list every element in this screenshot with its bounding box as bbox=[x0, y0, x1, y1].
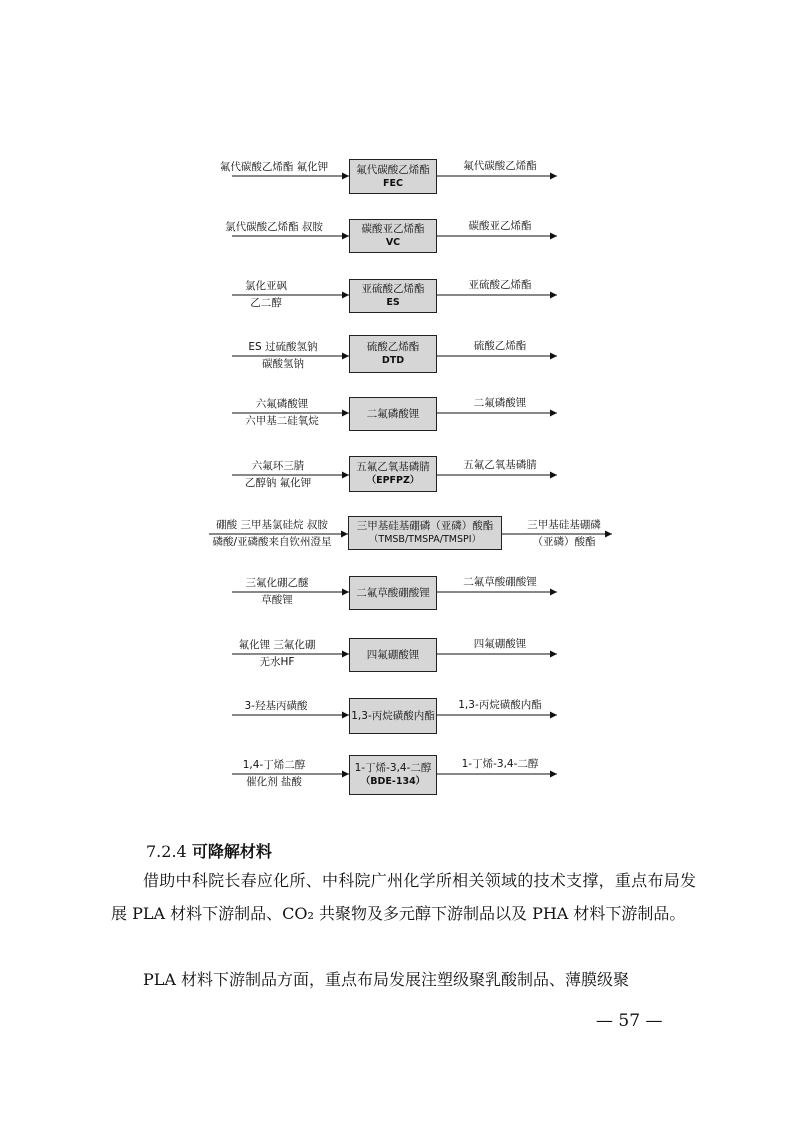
input-label-bottom: 乙二醇 bbox=[250, 297, 282, 309]
box-product-abbr: （TMSB/TMSPA/TMSPI） bbox=[368, 534, 482, 545]
box-product-name: 亚硫酸乙烯酯 bbox=[361, 283, 425, 295]
output-label: 氟代碳酸乙烯酯 bbox=[463, 160, 537, 172]
input-label-top: ES 过硫酸氢钠 bbox=[248, 341, 318, 353]
box-product-abbr: VC bbox=[385, 237, 401, 248]
input-label-top: 氟代碳酸乙烯酯 氟化钾 bbox=[219, 161, 329, 173]
input-label-top: 硼酸 三甲基氯硅烷 叔胺 bbox=[216, 519, 328, 531]
output-label-bottom: （亚磷）酸酯 bbox=[532, 536, 596, 548]
input-label-top: 氟化锂 三氟化硼 bbox=[238, 639, 316, 651]
input-label-bottom: 乙醇钠 氟化钾 bbox=[244, 477, 312, 489]
process-box bbox=[348, 516, 502, 550]
box-product-name: 二氟磷酸锂 bbox=[366, 407, 420, 420]
input-label-top: 三氟化硼乙醚 bbox=[245, 577, 309, 589]
box-product-name: 五氟乙氧基磷腈 bbox=[356, 461, 430, 473]
output-label: 二氟磷酸锂 bbox=[473, 397, 527, 409]
process-box bbox=[349, 219, 437, 253]
process-box bbox=[349, 576, 437, 610]
process-box bbox=[349, 456, 437, 492]
box-product-abbr: DTD bbox=[381, 355, 405, 366]
box-product-name: 四氟硼酸锂 bbox=[366, 648, 420, 661]
box-product-abbr: （BDE-134） bbox=[360, 776, 426, 787]
input-label-top: 3-羟基丙磺酸 bbox=[244, 700, 308, 712]
box-product-name: 1,3-丙烷磺酸内酯 bbox=[351, 709, 435, 722]
process-box bbox=[349, 698, 437, 734]
page-number: — 57 — bbox=[596, 1011, 663, 1031]
input-label-bottom: 磷酸/亚磷酸来自钦州澄星 bbox=[212, 536, 332, 548]
box-product-abbr: FEC bbox=[383, 177, 403, 189]
section-heading bbox=[146, 842, 272, 862]
input-label-top: 1,4-丁烯二醇 bbox=[242, 759, 306, 771]
section-number: 7.2.4 bbox=[146, 842, 187, 861]
input-label-top: 六氟磷酸锂 bbox=[255, 398, 309, 410]
input-label-top: 氯代碳酸乙烯酯 叔胺 bbox=[225, 221, 323, 233]
input-label-top: 氯化亚砜 bbox=[245, 280, 287, 292]
box-product-name: 氟代碳酸乙烯酯 bbox=[356, 163, 430, 176]
output-label: 五氟乙氧基磷腈 bbox=[463, 459, 537, 471]
box-product-name: 二氟草酸硼酸锂 bbox=[356, 586, 430, 599]
input-label-bottom: 碳酸氢钠 bbox=[262, 358, 304, 370]
section-title: 可降解材料 bbox=[191, 842, 272, 861]
output-label-top: 三甲基硅基硼磷 bbox=[527, 519, 601, 531]
output-label: 亚硫酸乙烯酯 bbox=[468, 279, 532, 291]
process-box bbox=[349, 159, 437, 194]
process-box bbox=[349, 638, 437, 672]
output-label: 硫酸乙烯酯 bbox=[473, 340, 527, 352]
input-label-top: 六氟环三腈 bbox=[251, 460, 305, 472]
input-label-bottom: 催化剂 盐酸 bbox=[246, 776, 302, 788]
output-label: 四氟硼酸锂 bbox=[473, 638, 527, 650]
output-label: 1-丁烯-3,4-二醇 bbox=[461, 758, 539, 770]
box-product-name: 硫酸乙烯酯 bbox=[366, 341, 420, 353]
output-label: 二氟草酸硼酸锂 bbox=[463, 576, 537, 588]
input-label-bottom: 草酸锂 bbox=[261, 594, 293, 606]
process-box bbox=[349, 755, 437, 795]
output-label: 1,3-丙烷磺酸内酯 bbox=[458, 699, 542, 711]
box-product-name: 三甲基硅基硼磷（亚磷）酸酯 bbox=[356, 520, 494, 532]
box-product-name: 碳酸亚乙烯酯 bbox=[361, 223, 425, 235]
process-box bbox=[349, 397, 437, 431]
process-box bbox=[349, 335, 437, 373]
paragraph-1: 借助中科院长春应化所、中科院广州化学所相关领域的技术支撑，重点布局发展 PLA 材料下游制品、CO₂ 共聚物及多元醇下游制品以及 PHA 材料下游制品。 bbox=[111, 871, 696, 923]
box-product-abbr: （EPFPZ） bbox=[366, 475, 420, 486]
process-box bbox=[349, 279, 437, 313]
paragraph-2: PLA 材料下游制品方面，重点布局发展注塑级聚乳酸制品、薄膜级聚 bbox=[143, 970, 630, 989]
input-label-bottom: 六甲基二硅氧烷 bbox=[245, 415, 319, 427]
box-product-abbr: ES bbox=[386, 297, 400, 308]
input-label-bottom: 无水HF bbox=[259, 656, 295, 668]
box-product-name: 1-丁烯-3,4-二醇 bbox=[354, 762, 432, 774]
output-label: 碳酸亚乙烯酯 bbox=[468, 220, 532, 232]
